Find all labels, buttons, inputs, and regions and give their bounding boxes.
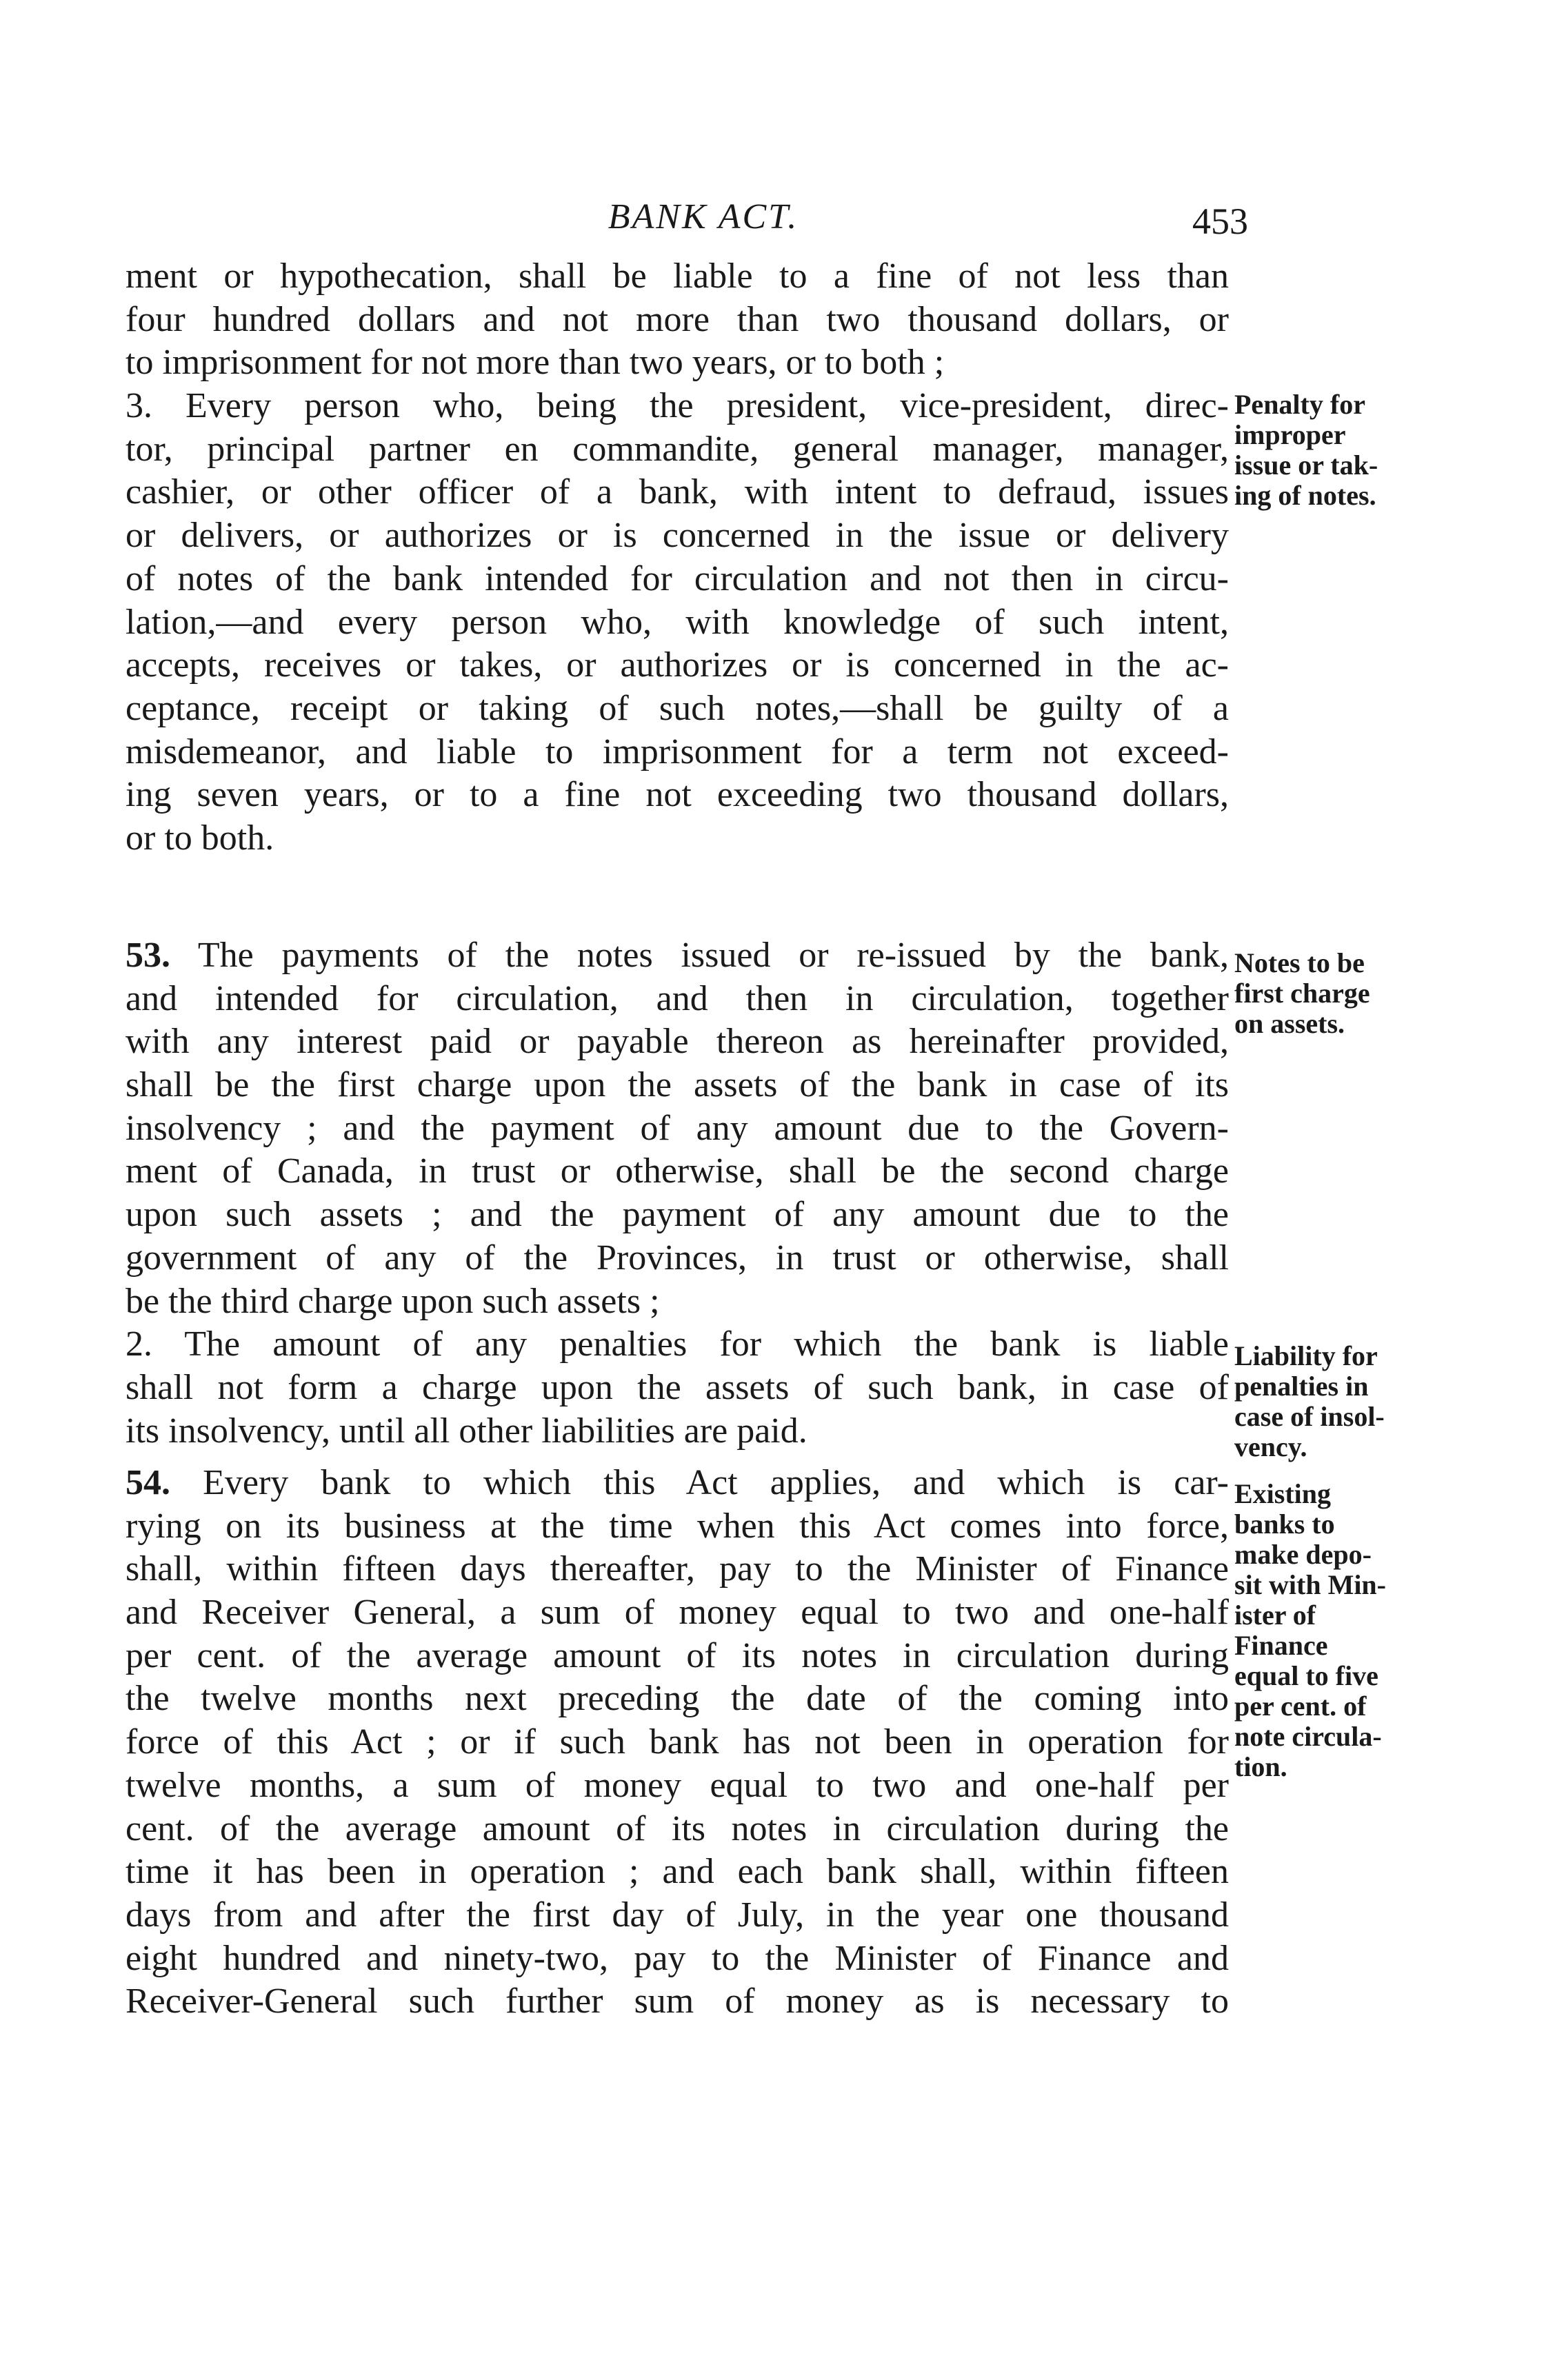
running-title: BANK ACT. [608,197,799,236]
text-line: days from and after the first day of July, in the year one thousand [126,1895,1229,1935]
margin-note-line: ing of notes. [1234,480,1376,511]
margin-note-line: first charge [1234,978,1370,1009]
text-line: of notes of the bank intended for circulation and not then in circu- [126,558,1229,598]
text-line: time it has been in operation ; and each bank shall, within fifteen [126,1852,1229,1892]
text-line: cent. of the average amount of its notes in circulation during the [126,1808,1229,1848]
margin-note-line: case of insol- [1234,1401,1385,1432]
text-line: per cent. of the average amount of its notes in circulation during [126,1635,1229,1675]
section-number: 53. [126,936,170,975]
text-line: or delivers, or authorizes or is concerned in the issue or delivery [126,516,1229,556]
margin-note-line: Notes to be [1234,947,1365,978]
text-line: eight hundred and ninety-two, pay to the Minister of Finance and [126,1938,1229,1978]
margin-note-line: Liability for [1234,1340,1378,1371]
text-line: and intended for circulation, and then in circulation, together [126,978,1229,1018]
text-line: tor, principal partner en commandite, general manager, manager, [126,429,1229,469]
margin-note-line: penalties in [1234,1371,1369,1402]
text-line: shall not form a charge upon the assets of such bank, in case of [126,1367,1229,1407]
text-line: shall be the first charge upon the assets of the bank in case of its [126,1065,1229,1105]
margin-note-line: Existing [1234,1478,1332,1509]
text-line: and Receiver General, a sum of money equal to two and one-half [126,1593,1229,1633]
text-line: misdemeanor, and liable to imprisonment for a term not exceed- [126,732,1229,772]
section-53 [126,934,1229,1453]
margin-note-line: banks to [1234,1509,1335,1540]
margin-note-penalty [1234,390,1469,511]
text-line: accepts, receives or takes, or authorizes or is concerned in the ac- [126,645,1229,685]
text-line: twelve months, a sum of money equal to two and one-half per [126,1765,1229,1805]
text-line: ment or hypothecation, shall be liable to a fine of not less than [126,256,1229,296]
text-line: upon such assets ; and the payment of any amount due to the [126,1195,1229,1235]
margin-note-line: improper [1234,419,1346,450]
text-line: be the third charge upon such assets ; [126,1281,660,1321]
margin-note-line: equal to five [1234,1660,1378,1691]
text-line: insolvency ; and the payment of any amount due to the Govern- [126,1108,1229,1148]
text-line: its insolvency, until all other liabilities are paid. [126,1411,807,1451]
margin-note-line: note circula- [1234,1721,1382,1752]
text-line: force of this Act ; or if such bank has not been in operation for [126,1722,1229,1762]
section-54 [126,1462,1229,2024]
text-line: ing seven years, or to a fine not exceeding two thousand dollars, [126,775,1229,815]
margin-note-line: vency. [1234,1431,1307,1462]
margin-note-line: on assets. [1234,1008,1345,1039]
text-line [126,934,1229,978]
margin-note-existing-banks [1234,1479,1469,1782]
text-line: Receiver-General such further sum of money as is necessary to [126,1981,1229,2021]
margin-note-line: Finance [1234,1630,1328,1661]
margin-note-line: sit with Min- [1234,1569,1386,1600]
text-line [126,1462,1229,1505]
text-line: lation,—and every person who, with knowledge of such intent, [126,602,1229,642]
margin-note-line: tion. [1234,1751,1287,1782]
margin-note-notes-first-charge [1234,948,1469,1039]
margin-note-line: Penalty for [1234,389,1365,420]
text-segment: The payments of the notes issued or re-issued by the bank, [197,936,1229,975]
text-segment: Every bank to which this Act applies, and which is car- [203,1463,1229,1502]
section-52-continuation [126,255,1229,860]
margin-note-line: make depo- [1234,1539,1372,1570]
section-number: 54. [126,1463,170,1502]
text-line: to imprisonment for not more than two years, or to both ; [126,343,945,383]
text-line: cashier, or other officer of a bank, with intent to defraud, issues [126,472,1229,512]
page-number: 453 [1192,201,1248,242]
text-line: the twelve months next preceding the date of the coming into [126,1679,1229,1719]
text-line: 3. Every person who, being the president, vice-president, direc- [126,386,1229,426]
text-line: ceptance, receipt or taking of such notes,—shall be guilty of a [126,688,1229,728]
text-line: four hundred dollars and not more than two thousand dollars, or [126,299,1229,339]
text-line: government of any of the Provinces, in trust or otherwise, shall [126,1238,1229,1278]
margin-note-line: issue or tak- [1234,450,1378,481]
text-line: shall, within fifteen days thereafter, pay to the Minister of Finance [126,1549,1229,1589]
margin-note-line: per cent. of [1234,1691,1367,1722]
text-line: with any interest paid or payable thereon as hereinafter provided, [126,1022,1229,1062]
margin-note-line: ister of [1234,1600,1316,1631]
text-line: or to both. [126,818,274,858]
text-line: ment of Canada, in trust or otherwise, shall be the second charge [126,1151,1229,1191]
text-line: rying on its business at the time when this Act comes into force, [126,1506,1229,1546]
text-line: 2. The amount of any penalties for which the bank is liable [126,1324,1229,1364]
margin-note-liability-penalties [1234,1341,1469,1462]
